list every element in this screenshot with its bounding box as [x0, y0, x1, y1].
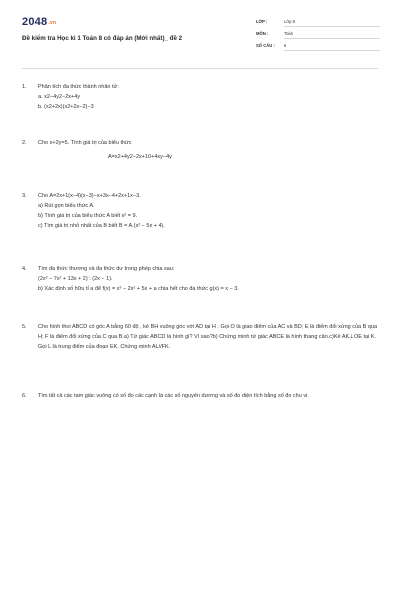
- question-number: 3.: [22, 193, 27, 199]
- question-number: 5.: [22, 324, 27, 330]
- question-part-b: b. (x2+2x)(x2+2x−2)−3: [38, 104, 94, 110]
- header-divider: [22, 68, 378, 69]
- question-5: [22, 322, 378, 352]
- question-part-a: a) Rút gọn biểu thức A.: [38, 203, 95, 209]
- question-part-b: b) Tính giá trị của biểu thức A biết x² = 9.: [38, 213, 138, 219]
- question-number: 2.: [22, 140, 27, 146]
- meta-row-subject: MÔN : Toán: [256, 31, 380, 39]
- question-count-value: 6: [284, 43, 380, 51]
- question-1: [22, 82, 378, 112]
- question-4: [22, 264, 378, 294]
- meta-row-question-count: SỐ CÂU : 6: [256, 43, 380, 51]
- question-part-c: c) Tìm giá trị nhỏ nhất của B biết B = A.(x² − 5x + 4).: [38, 223, 165, 229]
- question-part-a: a. x2−4y2−2x+4y: [38, 94, 81, 100]
- question-text: Cho hình thoi ABCD có góc A bằng 60 độ , kẻ BH vuông góc với AD tại H . Gọi O là giao điểm của AC và BD; E là điểm đối xứng của B qua H; F là điểm đối xứng của C qua B.a) Tứ giác ABCD là hình gì? Vì sao?b) Chứng minh tứ giác ABCE là hình thang cân.c)Kẻ AK⊥OE tại K. Gọi L là trung điểm của đoạn EK. Chứng minh AL//FK.: [38, 324, 378, 350]
- question-3: [22, 191, 378, 231]
- question-number: 4.: [22, 266, 27, 272]
- meta-row-grade: LỚP : Lớp 8: [256, 19, 380, 27]
- question-text: Tìm đa thức thương và đa thức dư trong phép chia sau:: [38, 266, 175, 272]
- question-number: 6.: [22, 393, 27, 399]
- grade-value: Lớp 8: [284, 19, 380, 27]
- question-number: 1.: [22, 84, 27, 90]
- question-text: Cho A=2x+1(x−4)(x−3)−x+3x−4+2x+1x−3.: [38, 193, 141, 199]
- exam-title: Đề kiểm tra Học kì 1 Toán 8 có đáp án (Mới nhất)_ đề 2: [22, 35, 183, 42]
- question-2: [22, 138, 378, 162]
- site-logo[interactable]: 2048.vn: [22, 16, 57, 28]
- question-6: [22, 391, 378, 401]
- question-text: Tìm tất cả các tam giác vuông có số đo các cạnh là các số nguyên dương và số đo diện tích bằng số đo chu vi.: [38, 393, 309, 399]
- question-division: (2x³ − 7x² + 13x + 2) : (2x − 1).: [38, 276, 113, 282]
- question-text: Phân tích đa thức thành nhân tử:: [38, 84, 119, 90]
- page-header: [0, 0, 400, 64]
- question-expression: A=x2+4y2−2x+10+4xy−4y: [108, 154, 172, 160]
- question-text: Cho x+2y=5. Tính giá trị của biểu thức: [38, 140, 132, 146]
- question-part-b: b) Xác định số hữu tỉ a để f(x) = x³ − 2x² + 5x + a chia hết cho đa thức g(x) = x − 3.: [38, 286, 239, 292]
- subject-value: Toán: [284, 31, 380, 39]
